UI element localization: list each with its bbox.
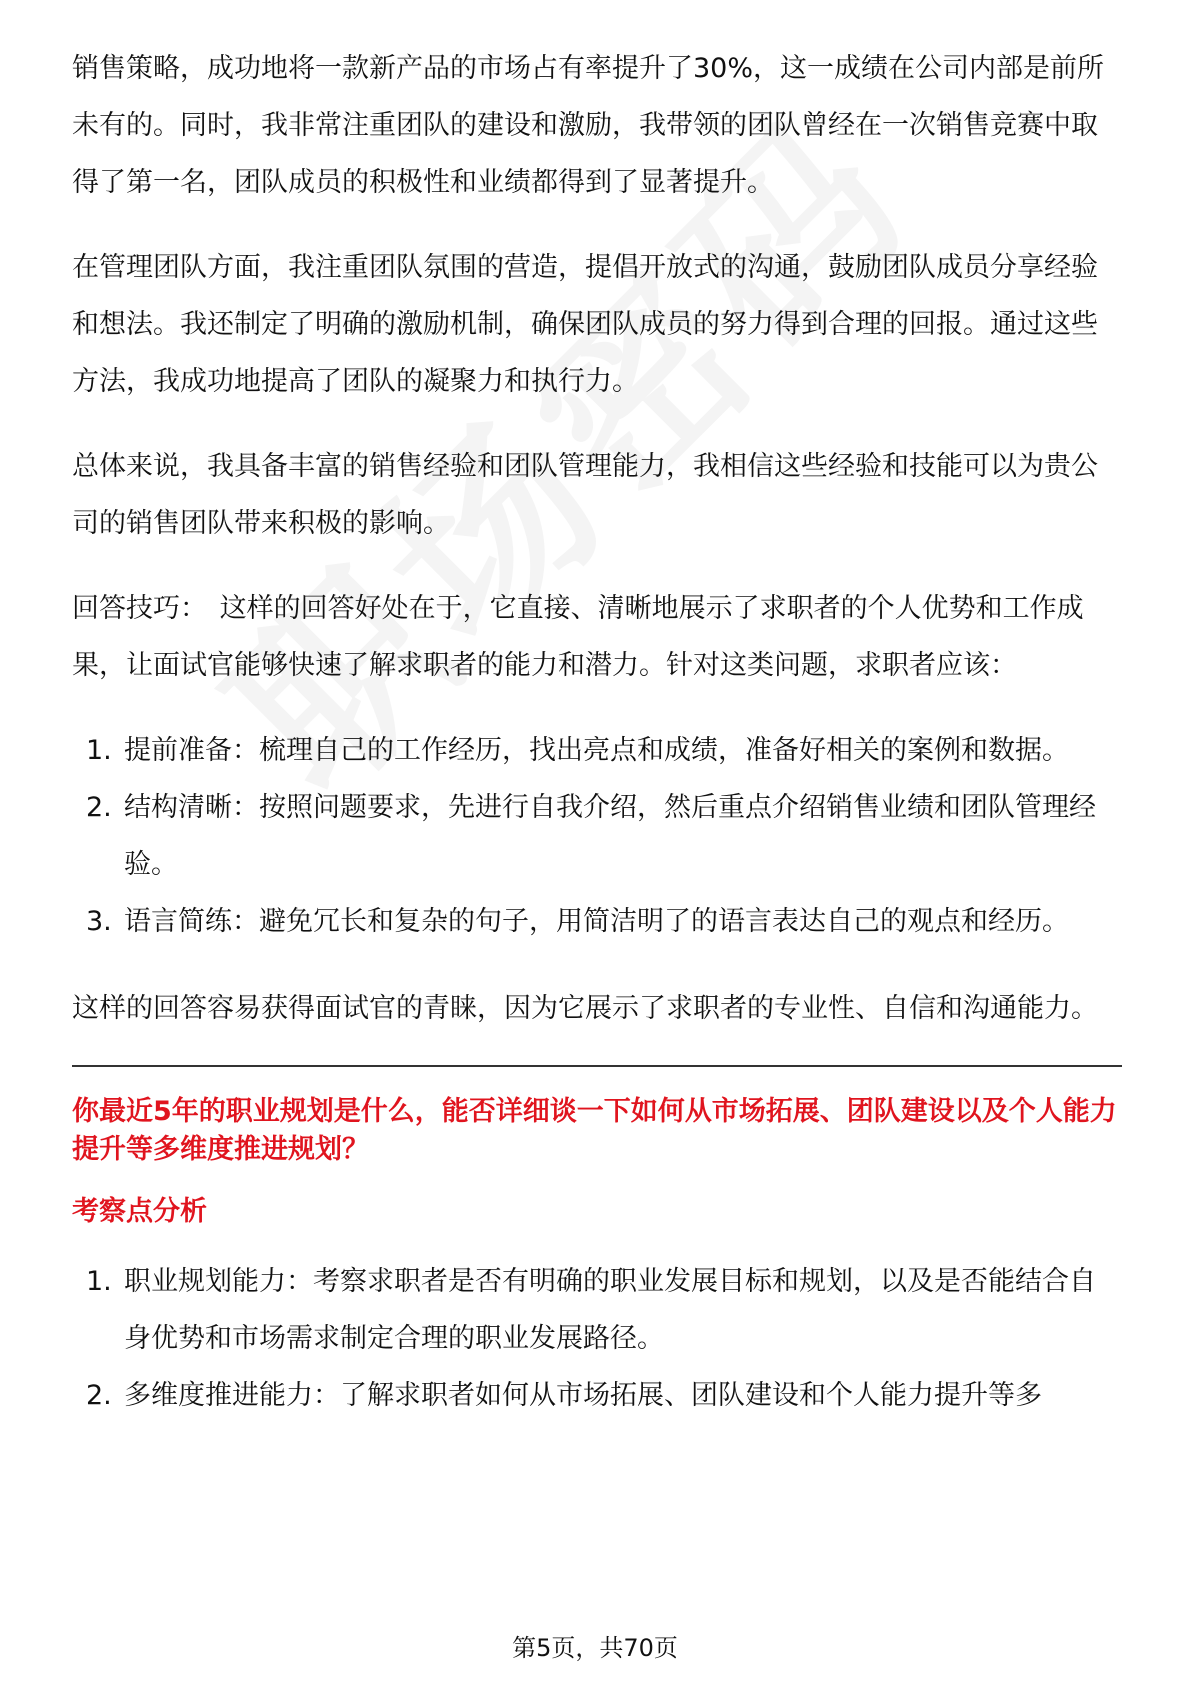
paragraph-summary: 总体来说，我具备丰富的销售经验和团队管理能力，我相信这些经验和技能可以为贵公司的销售团队带来积极的影响。 xyxy=(72,451,1098,539)
list-item-text: 语言简练：避免冗长和复杂的句子，用简洁明了的语言表达自己的观点和经历。 xyxy=(124,906,1069,937)
answer-tips-label: 回答技巧： xyxy=(72,593,207,624)
list-item xyxy=(72,893,1122,950)
list-item xyxy=(72,722,1122,779)
list-item xyxy=(72,779,1122,893)
list-item xyxy=(72,1367,1122,1424)
list-item xyxy=(72,1253,1122,1367)
analysis-heading: 考察点分析 xyxy=(72,1196,207,1227)
list-item-text: 职业规划能力：考察求职者是否有明确的职业发展目标和规划，以及是否能结合自身优势和市场需求制定合理的职业发展路径。 xyxy=(124,1266,1096,1354)
paragraph-closing: 这样的回答容易获得面试官的青睐，因为它展示了求职者的专业性、自信和沟通能力。 xyxy=(72,993,1098,1024)
tips-list xyxy=(72,722,1122,950)
paragraph-team-management: 在管理团队方面，我注重团队氛围的营造，提倡开放式的沟通，鼓励团队成员分享经验和想法。我还制定了明确的激励机制，确保团队成员的努力得到合理的回报。通过这些方法，我成功地提高了团队的凝聚力和执行力。 xyxy=(72,252,1098,397)
list-item-number: 3. xyxy=(86,906,112,937)
list-item-number: 1. xyxy=(86,1266,112,1297)
list-item-number: 1. xyxy=(86,735,112,766)
list-item-text: 提前准备：梳理自己的工作经历，找出亮点和成绩，准备好相关的案例和数据。 xyxy=(124,735,1069,766)
answer-tips xyxy=(72,580,1122,694)
section-divider xyxy=(72,1065,1122,1067)
analysis-list xyxy=(72,1253,1122,1424)
page-number: 第5页，共70页 xyxy=(512,1634,678,1662)
list-item-text: 多维度推进能力：了解求职者如何从市场拓展、团队建设和个人能力提升等多 xyxy=(124,1380,1042,1411)
paragraph-sales-strategy: 销售策略，成功地将一款新产品的市场占有率提升了30%，这一成绩在公司内部是前所未有的。同时，我非常注重团队的建设和激励，我带领的团队曾经在一次销售竞赛中取得了第一名，团队成员的积极性和业绩都得到了显著提升。 xyxy=(72,53,1105,198)
question-heading: 你最近5年的职业规划是什么，能否详细谈一下如何从市场拓展、团队建设以及个人能力提升等多维度推进规划？ xyxy=(72,1096,1117,1165)
answer-tips-text: 这样的回答好处在于，它直接、清晰地展示了求职者的个人优势和工作成果，让面试官能够快速了解求职者的能力和潜力。针对这类问题，求职者应该： xyxy=(72,593,1084,681)
list-item-text: 结构清晰：按照问题要求，先进行自我介绍，然后重点介绍销售业绩和团队管理经验。 xyxy=(124,792,1096,880)
list-item-number: 2. xyxy=(86,1380,112,1411)
list-item-number: 2. xyxy=(86,792,112,823)
page-content xyxy=(72,40,1122,1454)
